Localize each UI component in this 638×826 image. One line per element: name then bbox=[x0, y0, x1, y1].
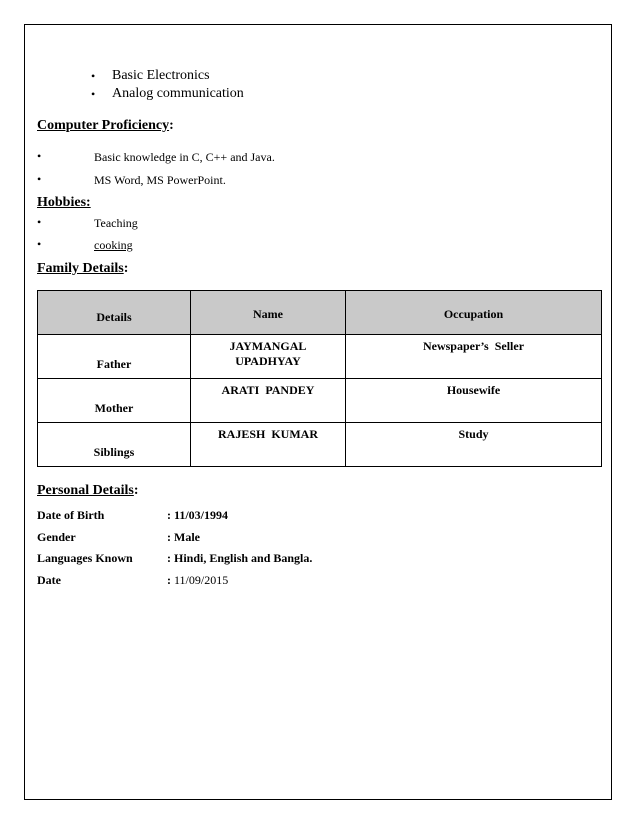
relation-cell: Mother bbox=[38, 379, 191, 423]
table-header-row bbox=[38, 291, 602, 335]
intro-item: Basic Electronics bbox=[112, 68, 210, 83]
table-row bbox=[38, 423, 602, 467]
computer-proficiency-heading: Computer Proficiency: bbox=[37, 118, 174, 133]
occupation-cell: Study bbox=[346, 423, 602, 467]
relation-cell: Siblings bbox=[38, 423, 191, 467]
occupation-cell: Housewife bbox=[346, 379, 602, 423]
column-header: Occupation bbox=[346, 291, 602, 335]
table-row bbox=[38, 335, 602, 379]
personal-label: Languages Known bbox=[37, 551, 133, 565]
bullet-icon: • bbox=[37, 215, 42, 229]
table-row bbox=[38, 379, 602, 423]
personal-label: Date bbox=[37, 573, 61, 587]
column-header: Name bbox=[191, 291, 346, 335]
bullet-icon: • bbox=[37, 172, 42, 186]
personal-value: : Hindi, English and Bangla. bbox=[167, 551, 313, 565]
personal-value: : Male bbox=[167, 530, 200, 544]
personal-label: Gender bbox=[37, 530, 76, 544]
personal-value: : 11/09/2015 bbox=[167, 573, 229, 587]
hobby-item: Teaching bbox=[94, 216, 138, 230]
name-cell: RAJESH KUMAR bbox=[191, 423, 346, 467]
hobbies-heading: Hobbies: bbox=[37, 195, 91, 210]
name-cell: ARATI PANDEY bbox=[191, 379, 346, 423]
relation-cell: Father bbox=[38, 335, 191, 379]
bullet-icon: • bbox=[91, 69, 96, 83]
hobby-item: cooking bbox=[94, 238, 133, 252]
family-details-heading: Family Details: bbox=[37, 261, 129, 276]
bullet-icon: • bbox=[37, 149, 42, 163]
computer-item: MS Word, MS PowerPoint. bbox=[94, 173, 226, 187]
personal-details-heading: Personal Details: bbox=[37, 483, 139, 498]
personal-label: Date of Birth bbox=[37, 508, 105, 522]
bullet-icon: • bbox=[37, 237, 42, 251]
computer-item: Basic knowledge in C, C++ and Java. bbox=[94, 150, 275, 164]
personal-value: : 11/03/1994 bbox=[167, 508, 229, 522]
name-cell: JAYMANGAL UPADHYAY bbox=[191, 335, 346, 379]
family-table bbox=[37, 290, 602, 467]
occupation-cell: Newspaper’s Seller bbox=[346, 335, 602, 379]
intro-item: Analog communication bbox=[112, 86, 244, 101]
bullet-icon: • bbox=[91, 87, 96, 101]
column-header: Details bbox=[38, 291, 191, 335]
